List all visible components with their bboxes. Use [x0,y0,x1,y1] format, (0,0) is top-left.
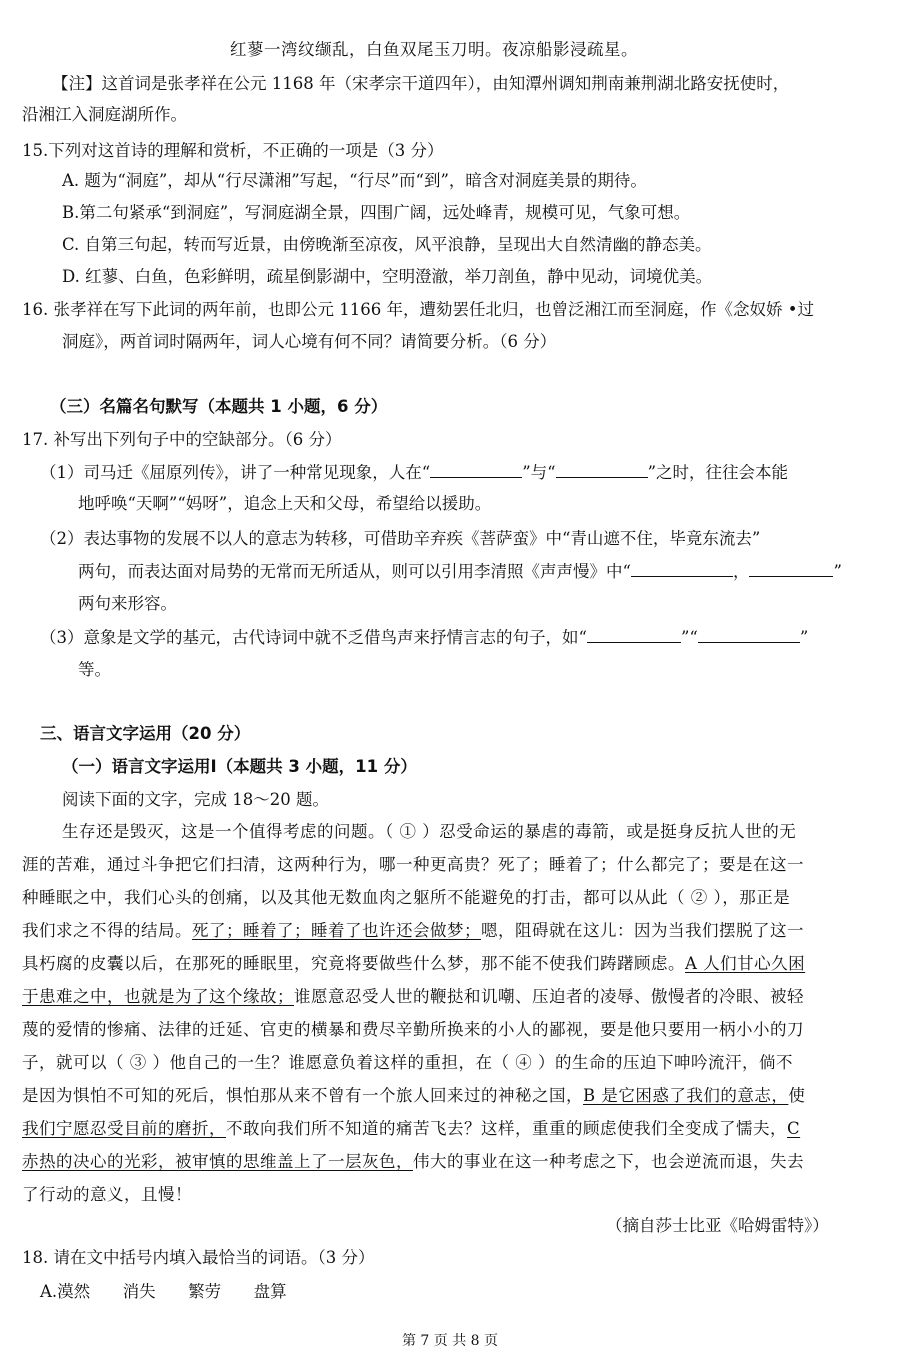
answer-blank[interactable] [749,560,833,577]
passage-line-2: 涯的苦难，通过斗争把它们扫清，这两种行为，哪一种更高贵？死了；睡着了；什么都完了；要是在这一 [22,855,804,874]
q18-option: A.漠然 [40,1282,91,1301]
underlined-sentence-a: A 人们甘心久困 [685,954,806,973]
q18-option: 繁劳 [188,1282,222,1301]
q18-options [40,1280,287,1304]
q15-option-c: C. 自第三句起，转而写近景，由傍晚渐至凉夜，风平浪静，呈现出大自然清幽的静态美。 [62,235,712,254]
q18-option: 消失 [122,1282,156,1301]
underlined-sentence: 死了；睡着了；睡着了也许还会做梦； [192,921,481,940]
q16-line-2: 洞庭》，两首词时隔两年，词人心境有何不同？请简要分析。（6 分） [62,332,557,351]
passage-line-12: 了行动的意义，且慢！ [22,1185,192,1204]
q17-item-1-cont: 地呼唤“天啊”“妈呀”，追念上天和父母，希望给以援助。 [78,494,492,513]
poem-tail: 红蓼一湾纹缬乱，白鱼双尾玉刀明。夜凉船影浸疏星。 [230,40,638,59]
answer-blank[interactable] [698,626,800,643]
q18-option: 盘算 [253,1282,287,1301]
q17-item-3-line-1: （3）意象是文学的基元，古代诗词中就不乏借鸟声来抒情言志的句子，如“ ”“ ” [40,628,809,647]
passage-source: （摘自莎士比亚《哈姆雷特》） [606,1216,829,1235]
reading-instruction: 阅读下面的文字，完成 18～20 题。 [62,790,329,809]
q17-item-3-line-2: 等。 [78,660,111,679]
answer-blank[interactable] [587,626,681,643]
passage-line-6: 于患难之中，也就是为了这个缘故；谁愿意忍受人世的鞭挞和讥嘲、压迫者的凌辱、傲慢者的冷眼、被轻 [22,987,804,1006]
sub-heading-language-1: （一）语言文字运用Ⅰ（本题共 3 小题，11 分） [62,757,417,776]
note-line-2: 沿湘江入洞庭湖所作。 [22,105,187,124]
q17-item-2-line-1: （2）表达事物的发展不以人的意志为转移，可借助辛弃疾《菩萨蛮》中“青山遮不住，毕竟东流去” [40,529,761,548]
q15-option-d: D. 红蓼、白鱼，色彩鲜明，疏星倒影湖中，空明澄澈，举刀剖鱼，静中见动，词境优美。 [62,267,713,286]
section-heading-dictation: （三）名篇名句默写（本题共 1 小题，6 分） [50,397,388,416]
passage-line-4: 我们求之不得的结局。死了；睡着了；睡着了也许还会做梦；嗯，阻碍就在这儿：因为当我们摆脱了这一 [22,921,804,940]
q15-stem: 15.下列对这首诗的理解和赏析，不正确的一项是（3 分） [22,141,444,160]
q15-option-b: B.第二句紧承“到洞庭”，写洞庭湖全景，四围广阔，远处峰青，规模可见，气象可想。 [62,203,691,222]
underlined-sentence-a-cont: 于患难之中，也就是为了这个缘故； [22,987,294,1006]
q17-stem: 17. 补写出下列句子中的空缺部分。（6 分） [22,430,342,449]
answer-blank[interactable] [430,461,522,478]
passage-line-3: 种睡眠之中，我们心头的创痛，以及其他无数血肉之躯所不能避免的打击，都可以从此（ ② ），那正是 [22,888,791,907]
part-heading-language: 三、语言文字运用（20 分） [40,724,251,743]
answer-blank[interactable] [556,461,648,478]
q17-item-1: （1）司马迁《屈原列传》，讲了一种常见现象，人在“ ”与“ ”之时，往往会本能 [40,463,788,482]
q18-stem: 18. 请在文中括号内填入最恰当的词语。（3 分） [22,1248,375,1267]
underlined-sentence-b: B 是它困惑了我们的意志， [583,1086,789,1105]
passage-line-10: 我们宁愿忍受目前的磨折，不敢向我们所不知道的痛苦飞去？这样，重重的顾虑使我们全变成了懦夫，C [22,1119,801,1138]
underlined-sentence-c: C [787,1119,801,1138]
passage-line-8: 子，就可以（ ③ ）他自己的一生？谁愿意负着这样的重担，在（ ④ ）的生命的压迫下呻吟流汗，倘不 [22,1053,793,1072]
note-line-1: 【注】这首词是张孝祥在公元 1168 年（宋孝宗干道四年），由知潭州调知荆南兼荆湖北路安抚使时， [52,74,790,93]
underlined-sentence-c-cont: 赤热的决心的光彩，被审慎的思维盖上了一层灰色， [22,1152,413,1171]
q16-line-1: 16. 张孝祥在写下此词的两年前，也即公元 1166 年，遭劾罢任北归，也曾泛湘江而至洞庭，作《念奴娇 •过 [22,300,814,319]
q15-option-a: A. 题为“洞庭”，却从“行尽潇湘”写起，“行尽”而“到”，暗含对洞庭美景的期待。 [62,171,647,190]
passage-line-9: 是因为惧怕不可知的死后，惧怕那从来不曾有一个旅人回来过的神秘之国，B 是它困惑了我们的意志，使 [22,1086,806,1105]
answer-blank[interactable] [631,560,733,577]
passage-line-1: 生存还是毁灭，这是一个值得考虑的问题。（ ① ）忍受命运的暴虐的毒箭，或是挺身反抗人世的无 [62,822,797,841]
page-footer: 第 7 页 共 8 页 [401,1333,499,1349]
q17-item-2-line-2: 两句，而表达面对局势的无常而无所适从，则可以引用李清照《声声慢》中“ ， ” [78,562,842,581]
passage-line-7: 蔑的爱情的惨痛、法律的迁延、官吏的横暴和费尽辛勤所换来的小人的鄙视，要是他只要用一柄小小的刀 [22,1020,804,1039]
q17-item-2-line-3: 两句来形容。 [78,594,177,613]
underlined-sentence-b-cont: 我们宁愿忍受目前的磨折， [22,1119,226,1138]
passage-line-5: 具朽腐的皮囊以后，在那死的睡眠里，究竟将要做些什么梦，那不能不使我们踌躇顾虑。A 人们甘心久困 [22,954,806,973]
passage-line-11: 赤热的决心的光彩，被审慎的思维盖上了一层灰色，伟大的事业在这一种考虑之下，也会逆流而退，失去 [22,1152,804,1171]
